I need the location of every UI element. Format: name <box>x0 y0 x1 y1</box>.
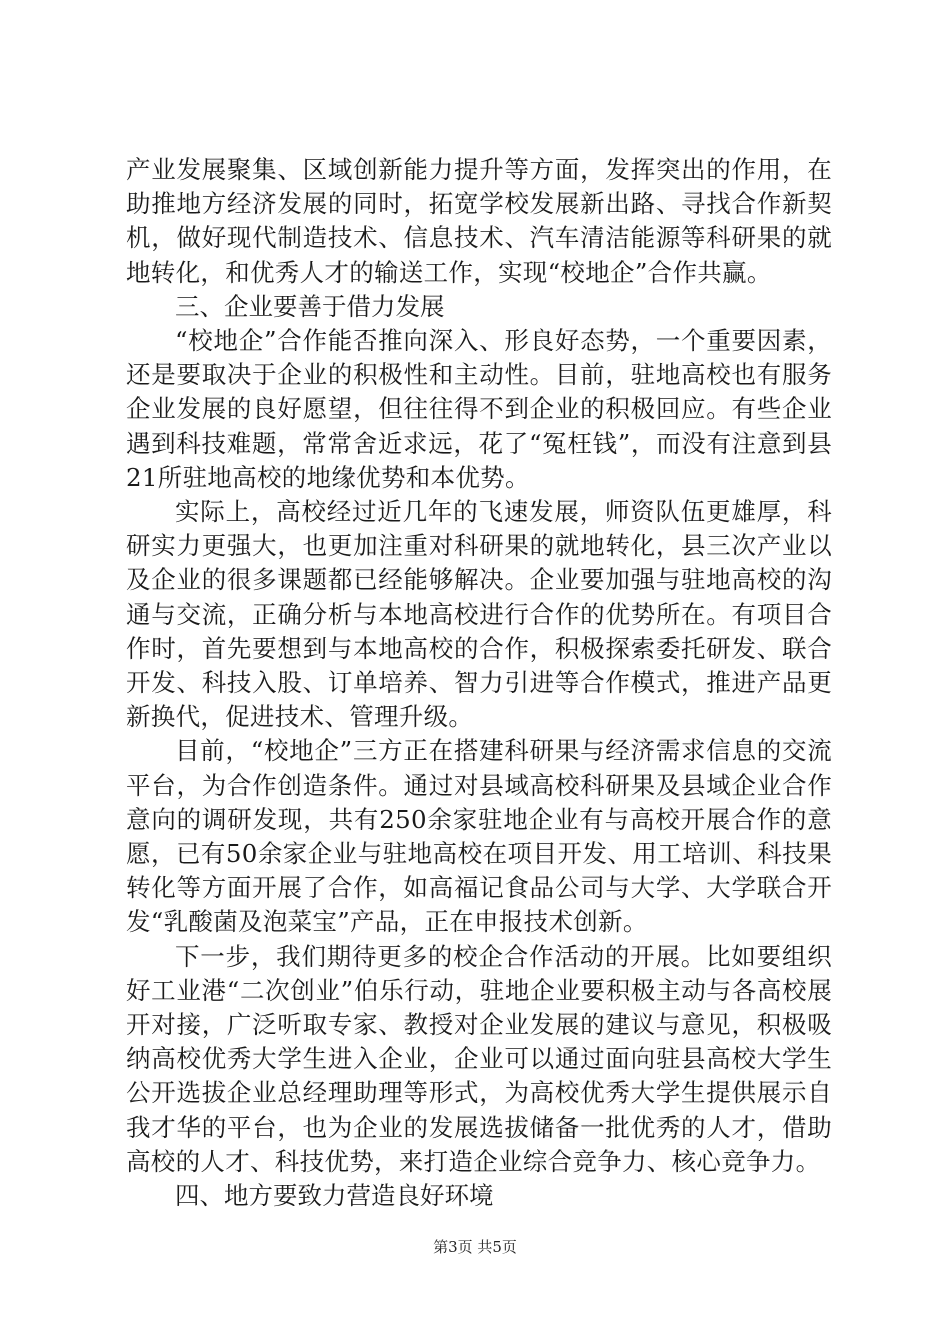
paragraph: 实际上，高校经过近几年的飞速发展，师资队伍更雄厚，科研实力更强大，也更加注重对科研果的就地转化，县三次产业以及企业的很多课题都已经能够解决。企业要加强与驻地高校的沟通与交流，正确分析与本地高校进行合作的优势所在。有项目合作时，首先要想到与本地高校的合作，积极探索委托研发、联合开发、科技入股、订单培养、智力引进等合作模式，推进产品更新换代，促进技术、管理升级。 <box>126 497 832 732</box>
document-body <box>126 153 832 1213</box>
paragraph: “校地企”合作能否推向深入、形良好态势，一个重要因素，还是要取决于企业的积极性和主动性。目前，驻地高校也有服务企业发展的良好愿望，但往往得不到企业的积极回应。有些企业遇到科技难题，常常舍近求远，花了“冤枉钱”，而没有注意到县21所驻地高校的地缘优势和本优势。 <box>126 326 832 492</box>
section-heading: 三、企业要善于借力发展 <box>175 291 445 321</box>
page-number-footer: 第3页 共5页 <box>433 1238 517 1256</box>
paragraph: 下一步，我们期待更多的校企合作活动的开展。比如要组织好工业港“二次创业”伯乐行动，驻地企业要积极主动与各高校展开对接，广泛听取专家、教授对企业发展的建议与意见，积极吸纳高校优秀大学生进入企业，企业可以通过面向驻县高校大学生公开选拔企业总经理助理等形式，为高校优秀大学生提供展示自我才华的平台，也为企业的发展选拔储备一批优秀的人才，借助高校的人才、科技优势，来打造企业综合竞争力、核心竞争力。 <box>126 941 832 1176</box>
paragraph: 产业发展聚集、区域创新能力提升等方面，发挥突出的作用，在助推地方经济发展的同时，拓宽学校发展新出路、寻找合作新契机，做好现代制造技术、信息技术、汽车清洁能源等科研果的就地转化，和优秀人才的输送工作，实现“校地企”合作共赢。 <box>126 155 832 287</box>
paragraph: 目前，“校地企”三方正在搭建科研果与经济需求信息的交流平台，为合作创造条件。通过对县域高校科研果及县域企业合作意向的调研发现，共有250余家驻地企业有与高校开展合作的意愿，已有50余家企业与驻地高校在项目开发、用工培训、科技果转化等方面开展了合作，如高福记食品公司与大学、大学联合开发“乳酸菌及泡菜宝”产品，正在申报技术创新。 <box>126 736 832 937</box>
section-heading: 四、地方要致力营造良好环境 <box>175 1181 494 1211</box>
